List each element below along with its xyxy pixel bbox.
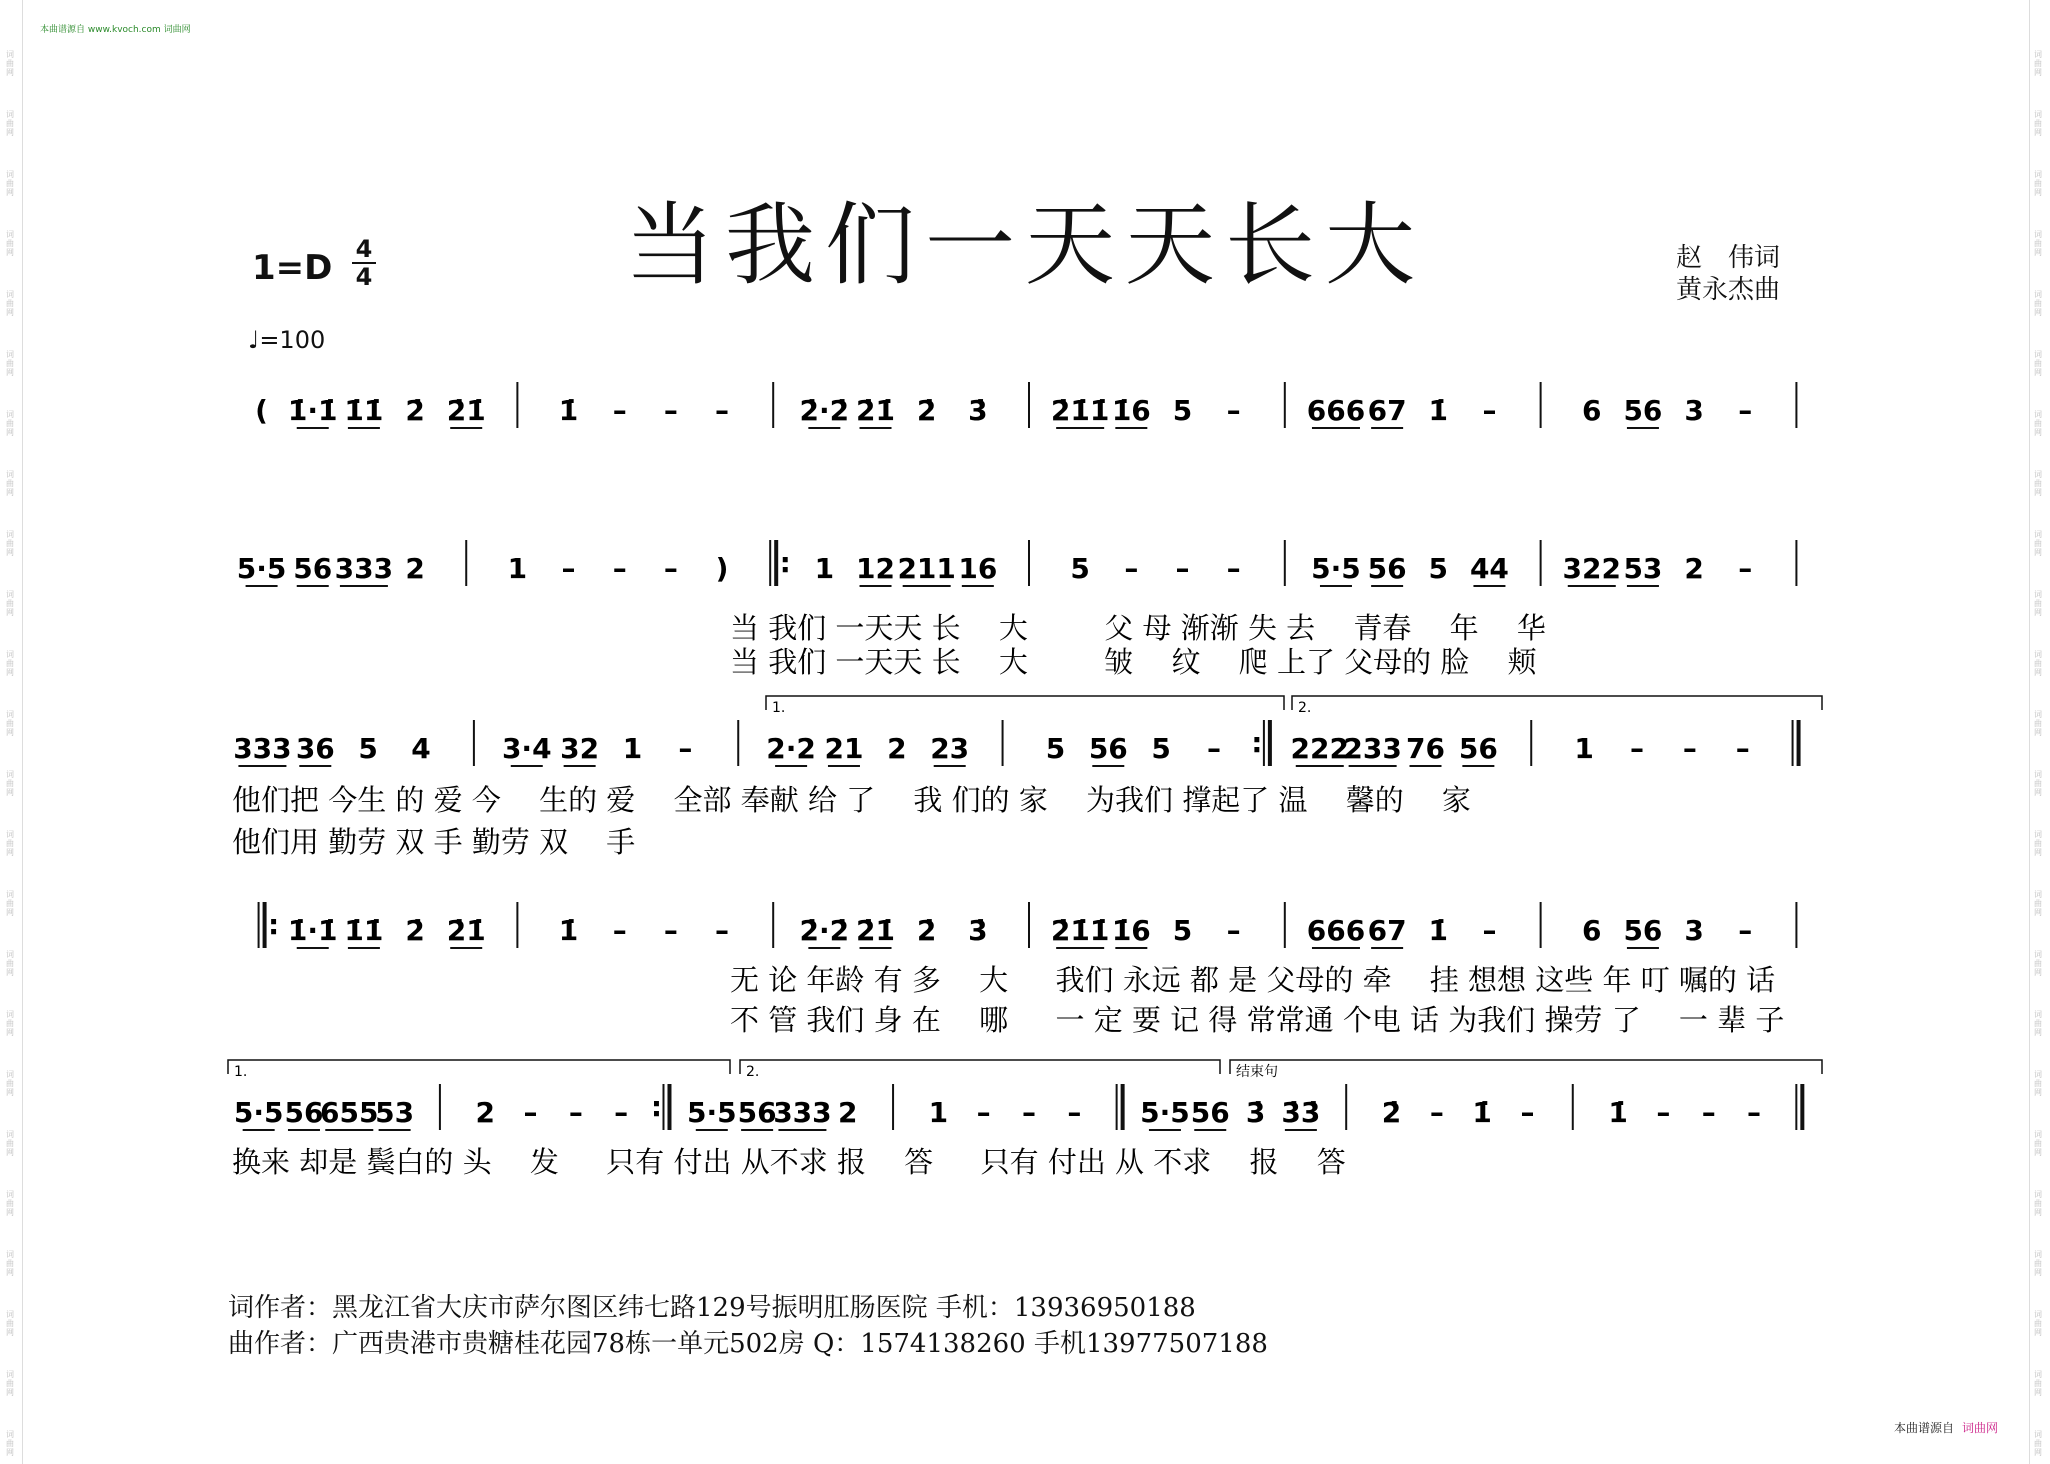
side-watermark: 词 曲 网	[6, 1130, 14, 1157]
note: –	[568, 1096, 583, 1129]
side-watermark: 词 曲 网	[2034, 50, 2042, 77]
side-watermark: 词 曲 网	[2034, 1130, 2042, 1157]
tempo-marking: ♩=100	[248, 326, 326, 354]
note: 32	[560, 732, 600, 765]
lyric-line: 无 论 年龄 有 多 大 我们 永远 都 是 父母的 牵 挂 想想 这些 年 叮 嘱的 话	[730, 963, 1776, 997]
note: –	[1735, 732, 1750, 765]
note: 53	[375, 1096, 415, 1129]
note: 5·5	[1311, 552, 1361, 585]
side-watermark: 词 曲 网	[6, 470, 14, 497]
page-title: 当我们一天天长大	[625, 193, 1425, 299]
note: 3̇	[968, 914, 988, 947]
note: 3̇	[1245, 1096, 1266, 1129]
note: 3	[1684, 394, 1704, 427]
side-watermark: 词 曲 网	[2034, 650, 2042, 677]
side-watermark: 词 曲 网	[6, 230, 14, 257]
side-watermark: 词 曲 网	[6, 1250, 14, 1277]
lyric-line: 换来 却是 鬓白的 头 发 只有 付出 从不求 报 答 只有 付出 从 不求 报 答	[232, 1145, 1346, 1179]
volta-label: 结束句	[1236, 1064, 1278, 1080]
side-watermark: 词 曲 网	[2034, 1250, 2042, 1277]
volta-label: 2.	[1298, 700, 1312, 716]
side-watermark: 词 曲 网	[6, 710, 14, 737]
note: 666	[1306, 914, 1366, 947]
note: 1̇1̇	[344, 914, 384, 947]
note: –	[976, 1096, 991, 1129]
note: 6	[1582, 914, 1602, 947]
repeat-dots: :	[1251, 726, 1263, 759]
side-watermark: 词 曲 网	[2034, 1010, 2042, 1037]
note: –	[1701, 1096, 1716, 1129]
note: 2̇1̇1̇	[1050, 914, 1110, 947]
note: 2	[475, 1096, 495, 1129]
note: 1̇	[558, 914, 579, 947]
note: 1	[622, 732, 643, 765]
side-watermark: 词 曲 网	[2034, 1430, 2042, 1457]
note: 67	[1367, 394, 1407, 427]
side-watermark: 词 曲 网	[2034, 1070, 2042, 1097]
note: 21	[824, 732, 864, 765]
side-watermark: 词 曲 网	[2034, 230, 2042, 257]
volta-bracket	[766, 696, 1284, 710]
side-watermark: 词 曲 网	[6, 170, 14, 197]
side-watermark: 词 曲 网	[6, 1310, 14, 1337]
composer-address: 曲作者：广西贵港市贵糖桂花园78栋一单元502房 Q：1574138260 手机13977507188	[228, 1329, 1268, 1359]
note: 56	[1458, 732, 1498, 765]
note: 333	[233, 732, 292, 765]
note: (	[255, 394, 268, 427]
volta-bracket	[228, 1060, 730, 1074]
note: 1̇	[1428, 914, 1449, 947]
note: 1̇·1̇	[287, 394, 338, 427]
note: 56	[293, 552, 333, 585]
lyric-line: 他们用 勤劳 双 手 勤劳 双 手	[232, 825, 636, 859]
contact-info	[228, 1290, 1268, 1362]
side-watermark: 词 曲 网	[6, 1070, 14, 1097]
side-watermark: 词 曲 网	[2034, 350, 2042, 377]
note: 2̇	[1381, 1096, 1402, 1129]
side-watermark: 词 曲 网	[2034, 770, 2042, 797]
side-watermark: 词 曲 网	[6, 410, 14, 437]
note: –	[1520, 1096, 1535, 1129]
side-watermark: 词 曲 网	[6, 350, 14, 377]
note: 2̇·2̇	[799, 394, 850, 427]
note: –	[663, 394, 678, 427]
note: 23	[930, 732, 970, 765]
note: –	[678, 732, 693, 765]
repeat-dots: :	[267, 908, 280, 941]
note: –	[715, 914, 730, 947]
note: 56	[1623, 394, 1663, 427]
note: 56	[284, 1096, 324, 1129]
lyricist-credit: 赵 伟词	[1676, 243, 1781, 273]
note: –	[1747, 1096, 1762, 1129]
note: 44	[1469, 552, 1509, 585]
lyric-line: 他们把 今生 的 爱 今 生的 爱 全部 奉献 给 了 我 们的 家 为我们 撑起了 温 馨的 家	[232, 783, 1471, 817]
note: 3·4	[501, 732, 552, 765]
lyric-line: 当 我们 一天天 长 大 父 母 渐渐 失 去 青春 年 华	[730, 611, 1546, 645]
repeat-dots: :	[779, 546, 791, 579]
note: 1	[1574, 732, 1594, 765]
side-watermark: 词 曲 网	[6, 1190, 14, 1217]
note: 5	[1172, 914, 1193, 947]
note: –	[612, 914, 627, 947]
note: 5	[1070, 552, 1090, 585]
side-watermark: 词 曲 网	[6, 1010, 14, 1037]
note: 211	[897, 552, 956, 585]
note: 2̇	[405, 914, 425, 947]
note: 67	[1367, 914, 1407, 947]
note: –	[1629, 732, 1644, 765]
lyricist-address: 词作者：黑龙江省大庆市萨尔图区纬七路129号振明肛肠医院 手机：13936950188	[228, 1293, 1196, 1323]
note: )	[715, 552, 729, 585]
note: 2̇1̇	[856, 914, 896, 947]
note: 2̇1̇	[856, 394, 896, 427]
note: 1̇1̇	[344, 394, 384, 427]
note: 333	[773, 1096, 832, 1129]
side-watermark: 词 曲 网	[2034, 590, 2042, 617]
side-watermark: 词 曲 网	[2034, 710, 2042, 737]
note: 1̇	[1472, 1096, 1492, 1129]
note: –	[1738, 394, 1753, 427]
note: –	[1067, 1096, 1082, 1129]
note: –	[715, 394, 730, 427]
side-watermark: 词 曲 网	[6, 50, 14, 77]
note: 2·2	[766, 732, 816, 765]
note: 2̇	[916, 914, 937, 947]
side-watermark: 词 曲 网	[6, 950, 14, 977]
volta-bracket	[1292, 696, 1822, 710]
note: 222	[1290, 732, 1349, 765]
note: –	[614, 1096, 629, 1129]
note: –	[1429, 1096, 1444, 1129]
note: 2̇1̇	[446, 914, 486, 947]
note: –	[1682, 732, 1697, 765]
note: –	[1226, 552, 1241, 585]
volta-label: 1.	[772, 700, 786, 716]
note: 4	[411, 732, 431, 765]
lyric-line: 当 我们 一天天 长 大 皱 纹 爬 上了 父母的 脸 颊	[730, 645, 1537, 679]
note: –	[1482, 914, 1497, 947]
note: 5·5	[236, 552, 287, 585]
note: –	[1226, 394, 1241, 427]
note: –	[561, 552, 576, 585]
side-watermark: 词 曲 网	[6, 590, 14, 617]
time-signature-top: 4	[352, 236, 376, 264]
note: –	[1738, 552, 1753, 585]
note: 56	[1367, 552, 1407, 585]
note: –	[523, 1096, 538, 1129]
volta-bracket	[1230, 1060, 1822, 1074]
note: 5	[358, 732, 378, 765]
note: 2	[887, 732, 907, 765]
side-watermark: 词 曲 网	[2034, 950, 2042, 977]
note: 53	[1623, 552, 1663, 585]
note: 1̇	[1428, 394, 1449, 427]
side-watermark: 词 曲 网	[2034, 530, 2042, 557]
note: 36	[295, 732, 335, 765]
note: 1̇6	[1111, 394, 1151, 427]
note: 5	[1172, 394, 1193, 427]
time-signature-bottom: 4	[355, 263, 373, 291]
side-watermark: 词 曲 网	[6, 830, 14, 857]
note: 1̇·1̇	[287, 914, 338, 947]
side-watermark: 词 曲 网	[2034, 1310, 2042, 1337]
note: 2̇	[916, 394, 937, 427]
note: 322	[1562, 552, 1622, 585]
side-watermark: 词 曲 网	[6, 530, 14, 557]
key-signature: 1=D	[252, 248, 333, 288]
side-watermark: 词 曲 网	[2034, 890, 2042, 917]
note: 3̇3̇	[1281, 1096, 1321, 1129]
note: 6	[1582, 394, 1602, 427]
note: 1	[928, 1096, 949, 1129]
note: –	[612, 552, 627, 585]
side-watermark: 词 曲 网	[2034, 1190, 2042, 1217]
note: 666	[1306, 394, 1366, 427]
note: 1̇	[1608, 1096, 1628, 1129]
side-watermark: 词 曲 网	[2034, 1370, 2042, 1397]
note: –	[612, 394, 627, 427]
note: 3̇	[968, 394, 988, 427]
note: 333	[334, 552, 394, 585]
note: 2̇1̇1̇	[1050, 394, 1110, 427]
note: –	[1022, 1096, 1036, 1129]
note: –	[1175, 552, 1190, 585]
note: 1	[507, 552, 528, 585]
note: –	[1656, 1096, 1671, 1129]
note: 5·5	[1140, 1096, 1190, 1129]
note: 76	[1406, 732, 1445, 765]
note: 3	[1684, 914, 1704, 947]
note: 5	[1428, 552, 1449, 585]
side-watermark: 词 曲 网	[2034, 110, 2042, 137]
note: 1̇6	[1111, 914, 1151, 947]
note: 56	[1623, 914, 1663, 947]
repeat-dots: :	[650, 1090, 663, 1123]
note: 2̇·2̇	[799, 914, 850, 947]
note: –	[663, 914, 678, 947]
volta-bracket	[740, 1060, 1220, 1074]
note: 655	[320, 1096, 379, 1129]
note: 56	[737, 1096, 777, 1129]
note: 2	[1684, 552, 1704, 585]
note: 233	[1343, 732, 1402, 765]
note: 2̇	[405, 394, 425, 427]
note: 5	[1151, 732, 1171, 765]
note: –	[1738, 914, 1753, 947]
note: 5	[1045, 732, 1066, 765]
note: 56	[1088, 732, 1128, 765]
composer-credit: 黄永杰曲	[1676, 275, 1781, 305]
note: 2	[405, 552, 425, 585]
source-watermark-top: 本曲谱源自 www.kvoch.com 词曲网	[40, 25, 191, 35]
note: –	[1207, 732, 1222, 765]
note: 5·5	[686, 1096, 737, 1129]
note: –	[1124, 552, 1139, 585]
note: –	[1482, 394, 1497, 427]
note: –	[663, 552, 678, 585]
note: 5·5	[233, 1096, 284, 1129]
note: 2̇1̇	[446, 394, 486, 427]
side-watermark: 词 曲 网	[2034, 470, 2042, 497]
note: 2	[838, 1096, 858, 1129]
note: 16	[958, 552, 998, 585]
note: 1̇	[558, 394, 579, 427]
source-watermark-bottom: 本曲谱源自 词曲网	[1893, 1421, 1998, 1435]
side-watermark: 词 曲 网	[6, 770, 14, 797]
volta-label: 1.	[234, 1064, 248, 1080]
side-watermark: 词 曲 网	[6, 650, 14, 677]
lyric-line: 不 管 我们 身 在 哪 一 定 要 记 得 常常通 个电 话 为我们 操劳 了 一 辈 子	[730, 1003, 1785, 1037]
note: 1	[814, 552, 835, 585]
side-watermark: 词 曲 网	[2034, 290, 2042, 317]
side-watermark: 词 曲 网	[2034, 830, 2042, 857]
side-watermark: 词 曲 网	[6, 290, 14, 317]
note: 56	[1190, 1096, 1230, 1129]
side-watermark: 词 曲 网	[6, 1370, 14, 1397]
note: –	[1226, 914, 1241, 947]
side-watermark: 词 曲 网	[6, 890, 14, 917]
volta-label: 2.	[746, 1064, 760, 1080]
side-watermark: 词 曲 网	[6, 110, 14, 137]
side-watermark: 词 曲 网	[2034, 170, 2042, 197]
note: 12	[856, 552, 896, 585]
side-watermark: 词 曲 网	[6, 1430, 14, 1457]
side-watermark: 词 曲 网	[2034, 410, 2042, 437]
